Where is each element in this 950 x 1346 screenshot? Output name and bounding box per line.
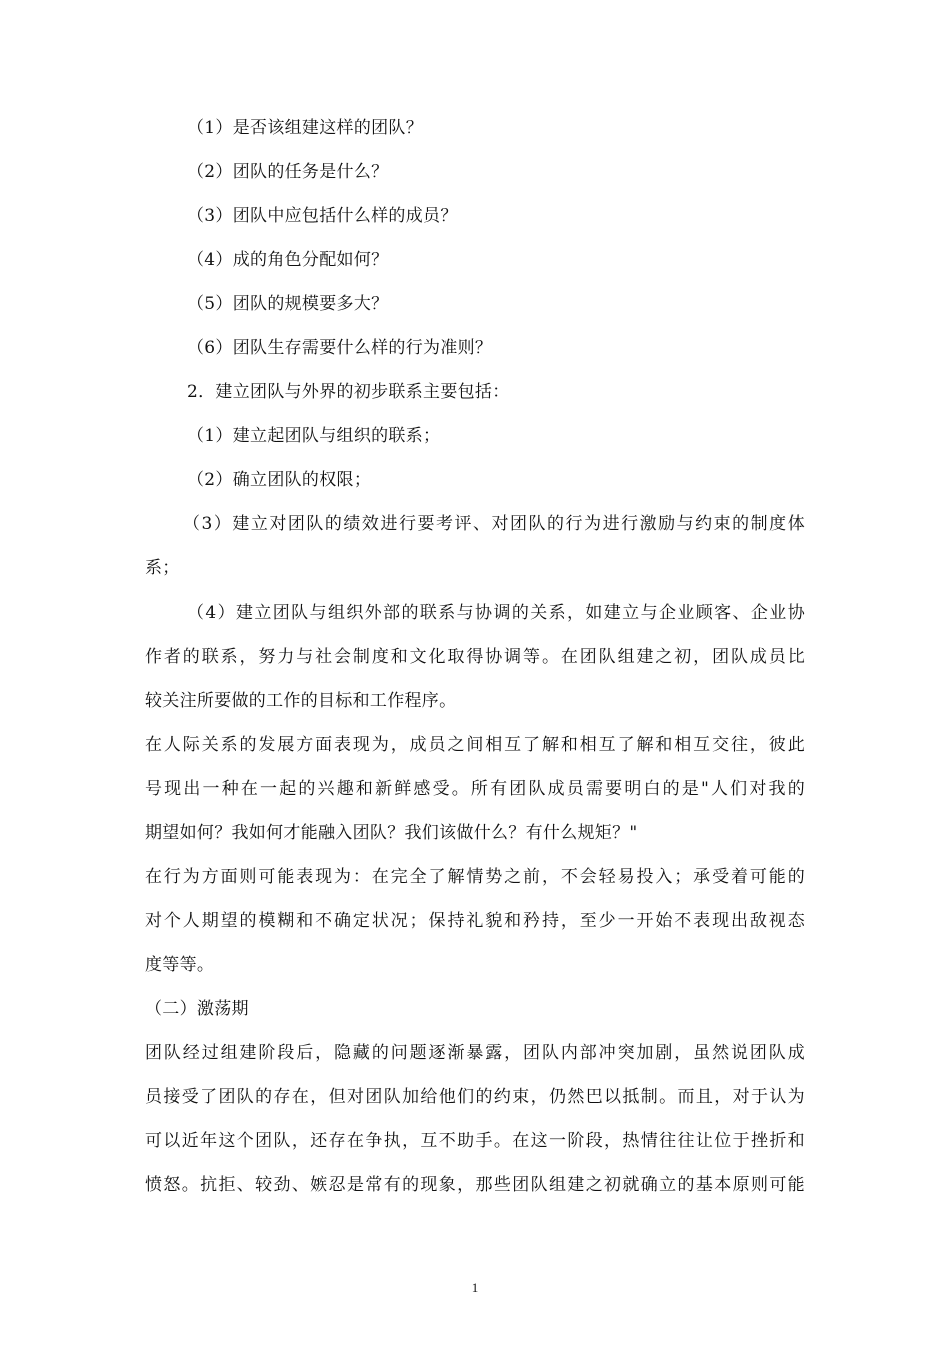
paragraph-line: 在行为方面则可能表现为：在完全了解情势之前，不会轻易投入；承受着可能的 — [145, 867, 805, 887]
list-item: （2）团队的任务是什么？ — [187, 162, 389, 182]
paragraph-line: 系； — [145, 558, 180, 578]
paragraph-line: 号现出一种在一起的兴趣和新鲜感受。所有团队成员需要明白的是"人们对我的 — [145, 779, 805, 799]
list-item: （1）是否该组建这样的团队？ — [187, 118, 424, 138]
list-item: （5）团队的规模要多大？ — [187, 294, 389, 314]
paragraph-line: 在人际关系的发展方面表现为，成员之间相互了解和相互了解和相互交往，彼此 — [145, 735, 805, 755]
section-heading: （二）激荡期 — [145, 999, 249, 1019]
paragraph-line: （4）建立团队与组织外部的联系与协调的关系，如建立与企业顾客、企业协 — [187, 603, 805, 623]
paragraph-line: （3）建立对团队的绩效进行要考评、对团队的行为进行激励与约束的制度体 — [183, 514, 805, 534]
list-item: （3）团队中应包括什么样的成员？ — [187, 206, 458, 226]
paragraph-line: 可以近年这个团队，还存在争执，互不助手。在这一阶段，热情往往让位于挫折和 — [145, 1131, 805, 1151]
paragraph-line: 团队经过组建阶段后，隐藏的问题逐渐暴露，团队内部冲突加剧，虽然说团队成 — [145, 1043, 805, 1063]
paragraph-line: 期望如何？我如何才能融入团队？我们该做什么？有什么规矩？" — [145, 823, 638, 843]
paragraph-line: 较关注所要做的工作的目标和工作程序。 — [145, 691, 457, 711]
paragraph-line: 度等等。 — [145, 955, 215, 975]
paragraph-line: 员接受了团队的存在，但对团队加给他们的约束，仍然巴以抵制。而且，对于认为 — [145, 1087, 805, 1107]
list-item: （1）建立起团队与组织的联系； — [187, 426, 441, 446]
paragraph-line: 愤怒。抗拒、较劲、嫉忍是常有的现象，那些团队组建之初就确立的基本原则可能 — [145, 1175, 805, 1195]
list-item: （4）成的角色分配如何？ — [187, 250, 389, 270]
list-item: （6）团队生存需要什么样的行为准则？ — [187, 338, 493, 358]
list-item: （2）确立团队的权限； — [187, 470, 372, 490]
paragraph-line: 作者的联系，努力与社会制度和文化取得协调等。在团队组建之初，团队成员比 — [145, 647, 805, 667]
paragraph-line: 对个人期望的模糊和不确定状况；保持礼貌和矜持，至少一开始不表现出敌视态 — [145, 911, 805, 931]
page-number: 1 — [471, 1280, 479, 1295]
section-heading: 2．建立团队与外界的初步联系主要包括： — [187, 382, 510, 402]
